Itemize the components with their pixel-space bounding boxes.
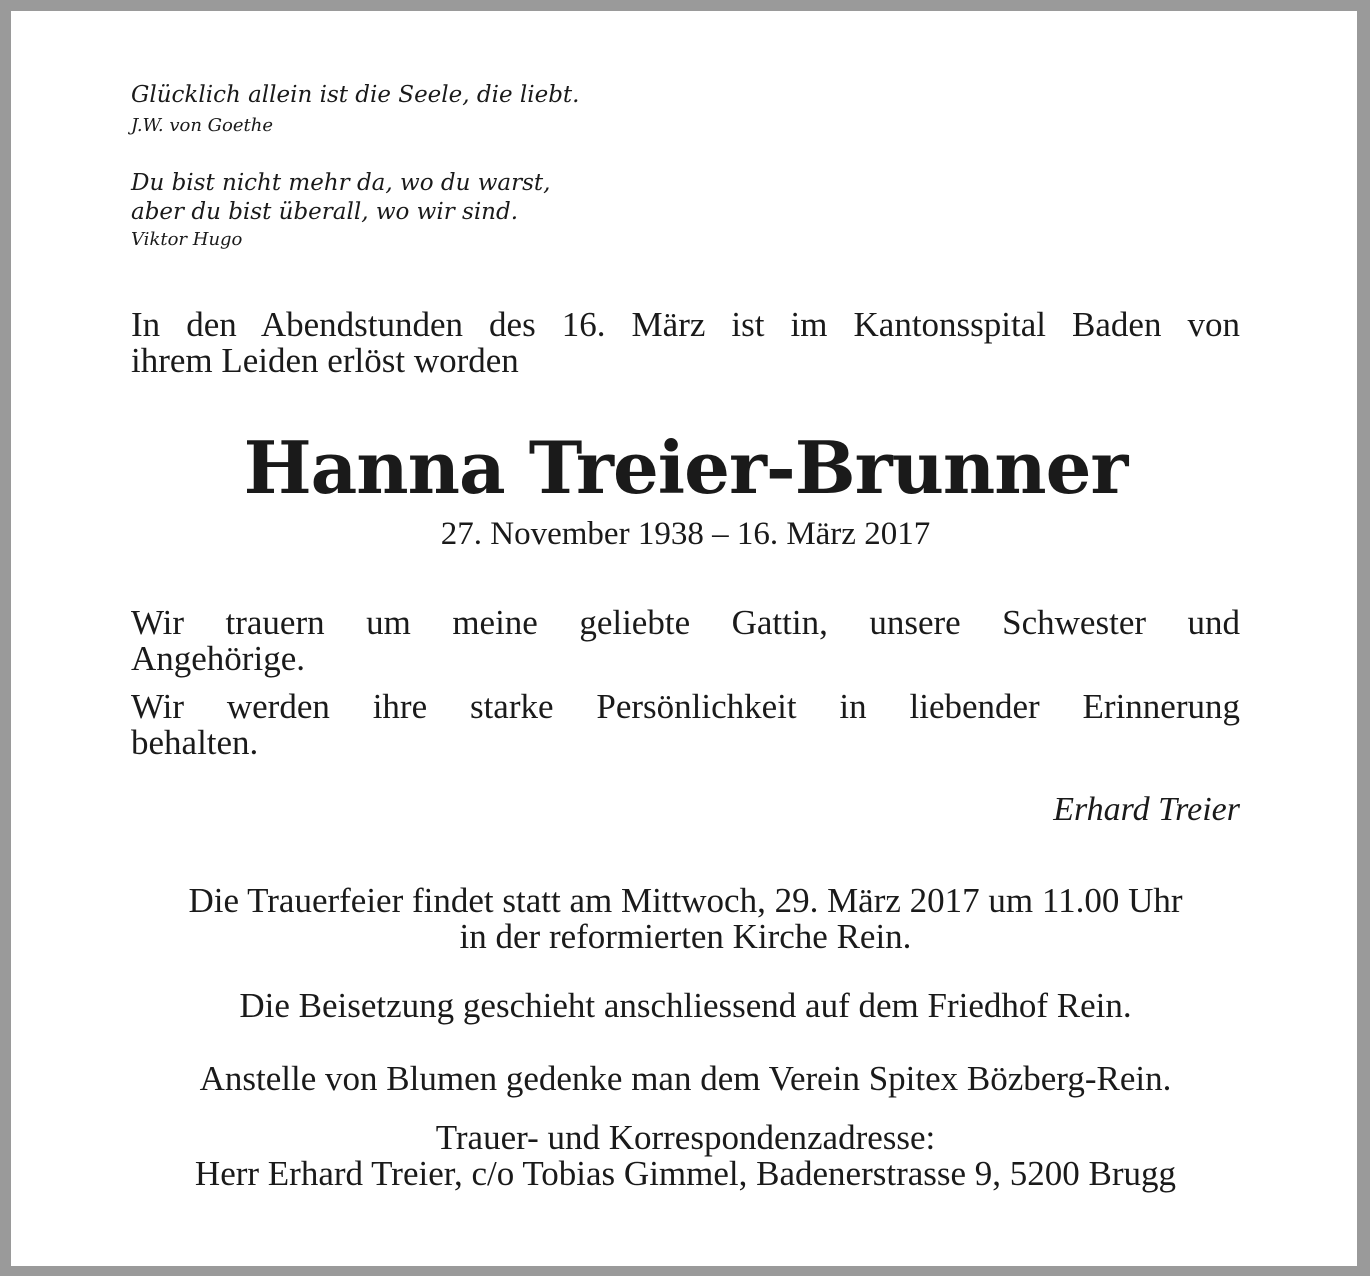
address-line: Herr Erhard Treier, c/o Tobias Gimmel, Badenerstrasse 9, 5200 Brugg: [194, 1154, 1177, 1193]
address-label: Trauer- und Korrespondenzadresse:: [435, 1118, 936, 1157]
quote-hugo-author: Viktor Hugo: [131, 229, 243, 250]
ceremony-line-2: in der reformierten Kirche Rein.: [459, 917, 912, 956]
quote-goethe-author: J.W. von Goethe: [131, 115, 274, 136]
signature: Erhard Treier: [1053, 791, 1240, 828]
intro-line-1: In den Abendstunden des 16. März ist im Kantonsspital Baden von: [131, 305, 1240, 344]
mourning-line-4: behalten.: [131, 723, 259, 762]
deceased-dates: 27. November 1938 – 16. März 2017: [440, 516, 931, 552]
mourning-line-1: Wir trauern um meine geliebte Gattin, unsere Schwester und: [131, 603, 1240, 642]
ceremony-line-1: Die Trauerfeier findet statt am Mittwoch, 29. März 2017 um 11.00 Uhr: [188, 881, 1183, 920]
quote-hugo-line-1: Du bist nicht mehr da, wo du warst,: [131, 170, 551, 196]
quote-hugo-line-2: aber du bist überall, wo wir sind.: [131, 199, 519, 225]
intro-line-2: ihrem Leiden erlöst worden: [131, 341, 519, 380]
mourning-line-3: Wir werden ihre starke Persönlichkeit in liebender Erinnerung: [131, 687, 1240, 726]
quote-goethe-line: Glücklich allein ist die Seele, die liebt.: [131, 82, 580, 108]
deceased-name: Hanna Treier-Brunner: [243, 425, 1128, 510]
mourning-line-2: Angehörige.: [131, 639, 305, 678]
donation-info: Anstelle von Blumen gedenke man dem Verein Spitex Bözberg-Rein.: [199, 1059, 1172, 1098]
burial-info: Die Beisetzung geschieht anschliessend auf dem Friedhof Rein.: [239, 986, 1132, 1025]
